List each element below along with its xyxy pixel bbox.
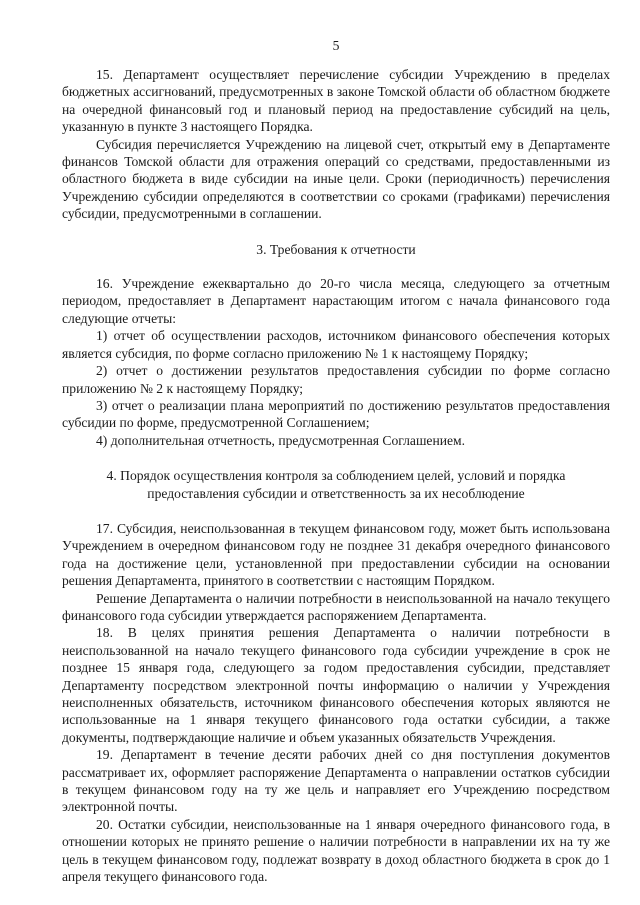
paragraph-20: 20. Остатки субсидии, неиспользованные на 1 января очередного финансового года, в отношении которых не принято решение о наличии потребности в направлении их на ту же цель в текущем финансовом году, подлежат возврату в доход областного бюджета в срок до 1 апреля текущего финансового года. — [62, 816, 610, 885]
paragraph-16: 16. Учреждение ежеквартально до 20-го числа месяца, следующего за отчетным периодом, предоставляет в Департамент нарастающим итогом с начала финансового года следующие отчеты: — [62, 276, 610, 326]
paragraph-17: 17. Субсидия, неиспользованная в текущем финансовом году, может быть использована Учреждением в очередном финансовом году не позднее 31 декабря очередного финансового года на достижение цели, установленной при предоставлении субсидии на основании решения Департамента, принятого в соответствии с настоящим Порядком. — [62, 520, 610, 589]
paragraph-18: 18. В целях принятия решения Департамента о наличии потребности в неиспользованной на начало текущего финансового года субсидии учреждение в срок не позднее 15 января года, следующего за годом предоставления субсидии, представляет Департаменту посредством электронной почты информацию о наличии у Учреждения неисполненных обязательств, источником финансового обеспечения которых являются не использованные на 1 января текущего финансового года остатки субсидии, а также документы, подтверждающие наличие и объем указанных обязательств Учреждения. — [62, 625, 610, 745]
document-body — [62, 66, 610, 885]
report-item-1: 1) отчет об осуществлении расходов, источником финансового обеспечения которых является субсидия, по форме согласно приложению № 1 к настоящему Порядку; — [62, 328, 610, 361]
section-3-heading: 3. Требования к отчетности — [256, 241, 416, 257]
report-item-4: 4) дополнительная отчетность, предусмотренная Соглашением. — [96, 432, 466, 448]
paragraph-subsidy-transfer: Субсидия перечисляется Учреждению на лицевой счет, открытый ему в Департаменте финансов Томской области для отражения операций со средствами, предоставленными из областного бюджета в виде субсидии на иные цели. Сроки (периодичность) перечисления Учреждению субсидии определяются в соответствии со сроками (графиками) перечисления субсидии, предусмотренными в соглашении. — [62, 136, 610, 222]
report-item-2: 2) отчет о достижении результатов предоставления субсидии по форме согласно приложению № 2 к настоящему Порядку; — [62, 363, 610, 396]
section-4-heading: 4. Порядок осуществления контроля за соблюдением целей, условий и порядка предоставления субсидии и ответственность за их несоблюдение — [106, 468, 566, 501]
paragraph-15: 15. Департамент осуществляет перечисление субсидии Учреждению в пределах бюджетных ассигнований, предусмотренных в законе Томской области об областном бюджете на очередной финансовый год и плановый период на предоставление субсидий на цель, указанную в пункте 3 настоящего Порядка. — [62, 67, 610, 135]
paragraph-decision: Решение Департамента о наличии потребности в неиспользованной на начало текущего финансового года субсидии утверждается распоряжением Департамента. — [62, 590, 610, 623]
page-number: 5 — [332, 38, 340, 53]
report-item-3: 3) отчет о реализации плана мероприятий по достижению результатов предоставления субсидии по форме, предусмотренной Соглашением; — [62, 397, 610, 431]
paragraph-19: 19. Департамент в течение десяти рабочих дней со дня поступления документов рассматривает их, оформляет распоряжение Департамента о направлении остатков субсидии в текущем финансовом году на ту же цель и направляет его Учреждению посредством электронной почты. — [62, 747, 610, 815]
